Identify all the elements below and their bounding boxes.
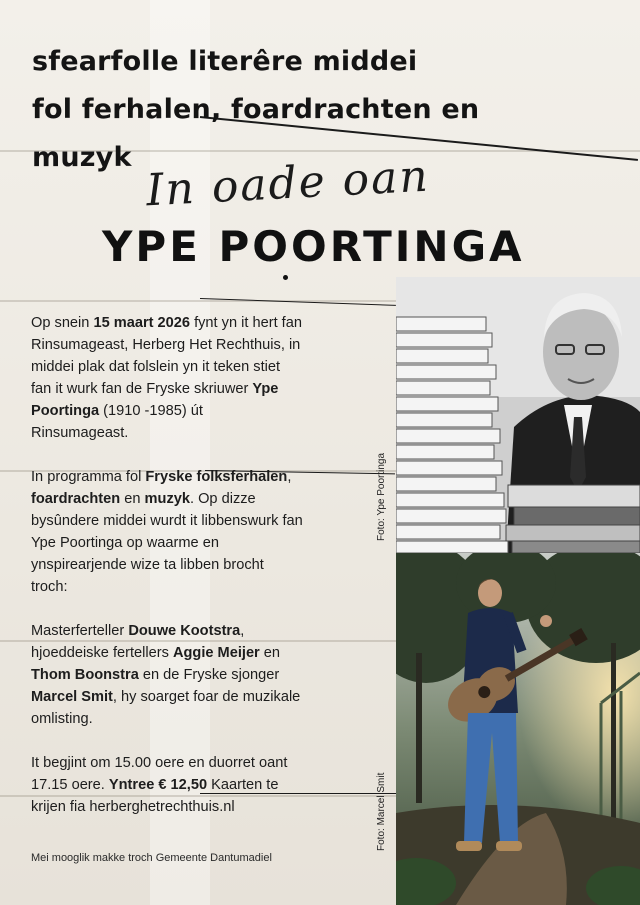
singer-illustration [396, 553, 640, 905]
writer-portrait-photo [396, 277, 640, 553]
performer-name: Thom Boonstra [31, 667, 139, 683]
practical-text: Kaarten te krijen fia herberghetrechthuis.nl [31, 777, 279, 815]
program-text: . Op dizze bysûndere middei wurdt it libbenswurk fan Ype Poortinga op waarme en ynspirearjende wize ta libben brocht troch: [31, 491, 303, 595]
practical-text: It begjint om 15.00 oere en duorret oant 17.15 oere. [31, 755, 288, 793]
performers-text: en [259, 645, 281, 661]
headline-line-3: muzyk [32, 142, 132, 173]
performer-name: Douwe Kootstra [128, 623, 241, 639]
program-paragraph [31, 466, 303, 598]
headline-line-1: sfearfolle literêre middei [32, 46, 418, 77]
performer-name: Aggie Meijer [172, 645, 260, 661]
intro-paragraph [31, 312, 303, 444]
program-text: en [120, 491, 145, 507]
program-text: In programma fol [31, 469, 146, 485]
intro-text: Op snein [31, 315, 94, 331]
practical-paragraph [31, 752, 303, 818]
program-highlight: muzyk [144, 491, 190, 507]
event-description [31, 312, 303, 840]
performers-paragraph [31, 620, 303, 730]
program-highlight: Fryske folksferhalen [145, 469, 288, 485]
sponsor-credit: Mei mooglik makke troch Gemeente Dantumadiel [31, 852, 272, 864]
photo-credit-1: Foto: Ype Poortinga [376, 452, 387, 541]
decorative-dot [283, 275, 288, 280]
performers-text: Masterferteller [31, 623, 129, 639]
script-title: In oade oan [144, 150, 431, 217]
writer-portrait-illustration [396, 277, 640, 553]
intro-text: fynt yn it hert fan Rinsumageast, Herberg Het Rechthuis, in middei plak dat folslein yn it teken stiet fan it wurk fan de Fryske skriuwer [31, 315, 302, 397]
photo-credit-2: Foto: Marcel Smit [376, 772, 387, 851]
performers-text: en de Fryske sjonger [138, 667, 280, 683]
program-text: , [287, 469, 292, 485]
program-highlight: foardrachten [31, 491, 121, 507]
honoree-name: YPE POORTINGA [102, 222, 525, 271]
performers-text: , hy soarget foar de muzikale omlisting. [31, 689, 301, 727]
event-date: 15 maart 2026 [93, 315, 191, 331]
intro-text: (1910 -1985) út Rinsumageast. [31, 403, 203, 441]
performer-name: Marcel Smit [31, 689, 113, 705]
headline-line-2: fol ferhalen, foardrachten en [32, 94, 480, 125]
performers-text: , hjoeddeiske fertellers [31, 623, 245, 661]
writer-name: Ype Poortinga [31, 381, 279, 419]
singer-photo [396, 553, 640, 905]
ticket-price: Yntree € 12,50 [108, 777, 208, 793]
